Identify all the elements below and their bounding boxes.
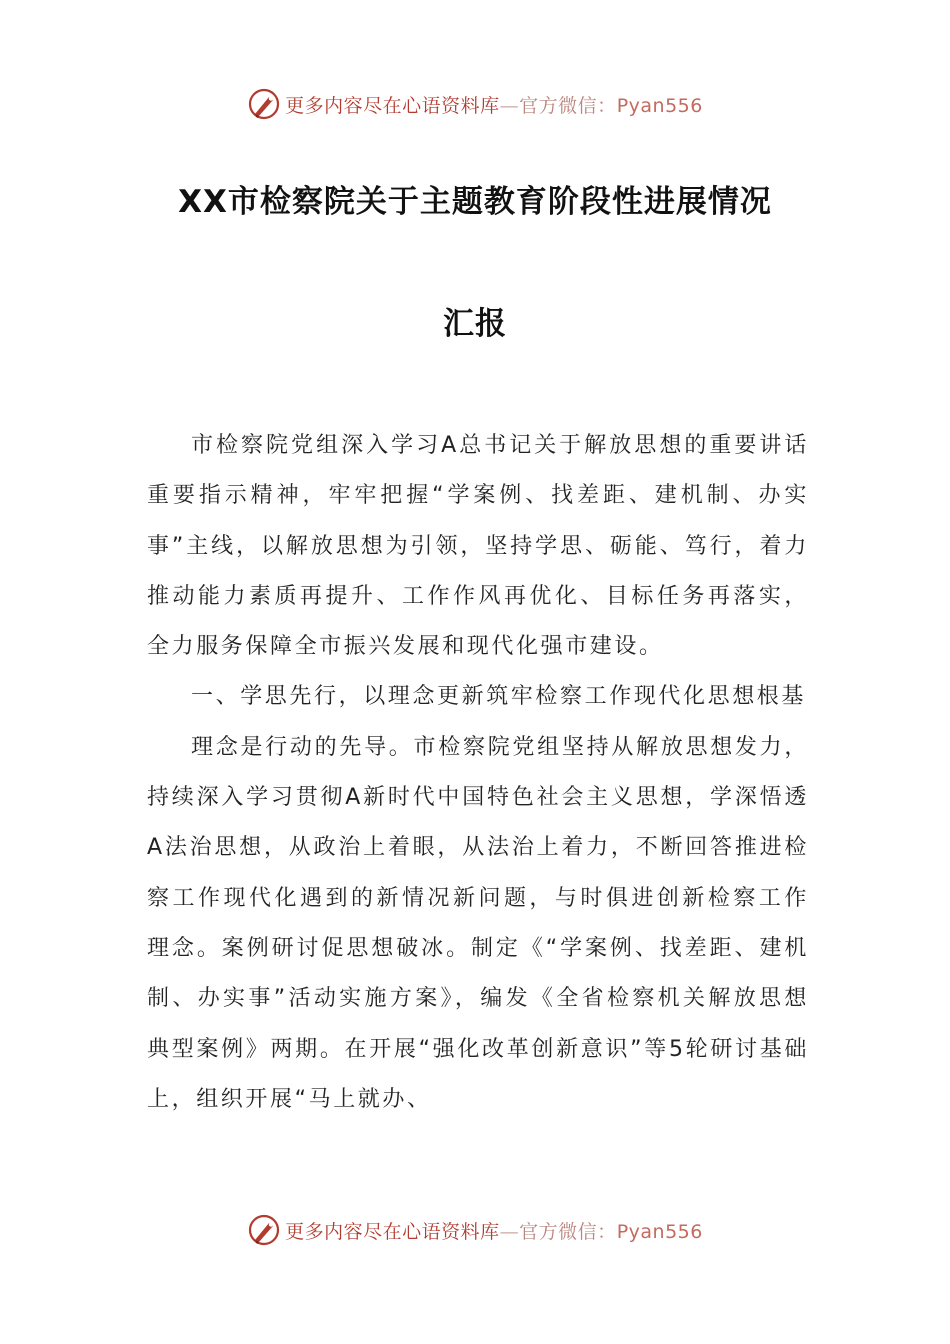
intro-paragraph: 市检察院党组深入学习A总书记关于解放思想的重要讲话重要指示精神，牢牢把握“学案例、找差距、建机制、办实事”主线，以解放思想为引领，坚持学思、砺能、笃行，着力推动能力素质再提升、工作作风再优化、目标任务再落实，全力服务保障全市振兴发展和现代化强市建设。 [147, 433, 809, 660]
pen-logo-icon [247, 1213, 281, 1247]
body-paragraph: 理念是行动的先导。市检察院党组坚持从解放思想发力，持续深入学习贯彻A新时代中国特色社会主义思想，学深悟透A法治思想，从政治上着眼，从法治上着力，不断回答推进检察工作现代化遇到的新情况新问题，与时俱进创新检察工作理念。案例研讨促思想破冰。制定《“学案例、找差距、建机制、办实事”活动实施方案》，编发《全省检察机关解放思想典型案例》两期。在开展“强化改革创新意识”等5轮研讨基础上，组织开展“马上就办、 [147, 734, 809, 1112]
wechat-id: Pyan556 [616, 1220, 703, 1243]
official-label: 官方微信： [519, 1220, 617, 1243]
promo-text: 更多内容尽在心语资料库 [285, 1220, 500, 1243]
document-title-line-1: XX市检察院关于主题教育阶段性进展情况 [178, 184, 772, 220]
footer-watermark [0, 1210, 950, 1250]
official-label: 官方微信： [519, 94, 617, 117]
pen-logo-icon [247, 87, 281, 121]
document-body [147, 421, 809, 1125]
watermark-text [285, 91, 703, 118]
promo-dash: — [499, 1220, 520, 1243]
promo-dash: — [499, 94, 520, 117]
wechat-id: Pyan556 [616, 94, 703, 117]
promo-text: 更多内容尽在心语资料库 [285, 94, 500, 117]
document-title-line-2: 汇报 [443, 306, 507, 342]
section-heading-1: 一、学思先行，以理念更新筑牢检察工作现代化思想根基 [191, 684, 807, 710]
watermark-text [285, 1217, 703, 1244]
header-watermark [0, 84, 950, 124]
